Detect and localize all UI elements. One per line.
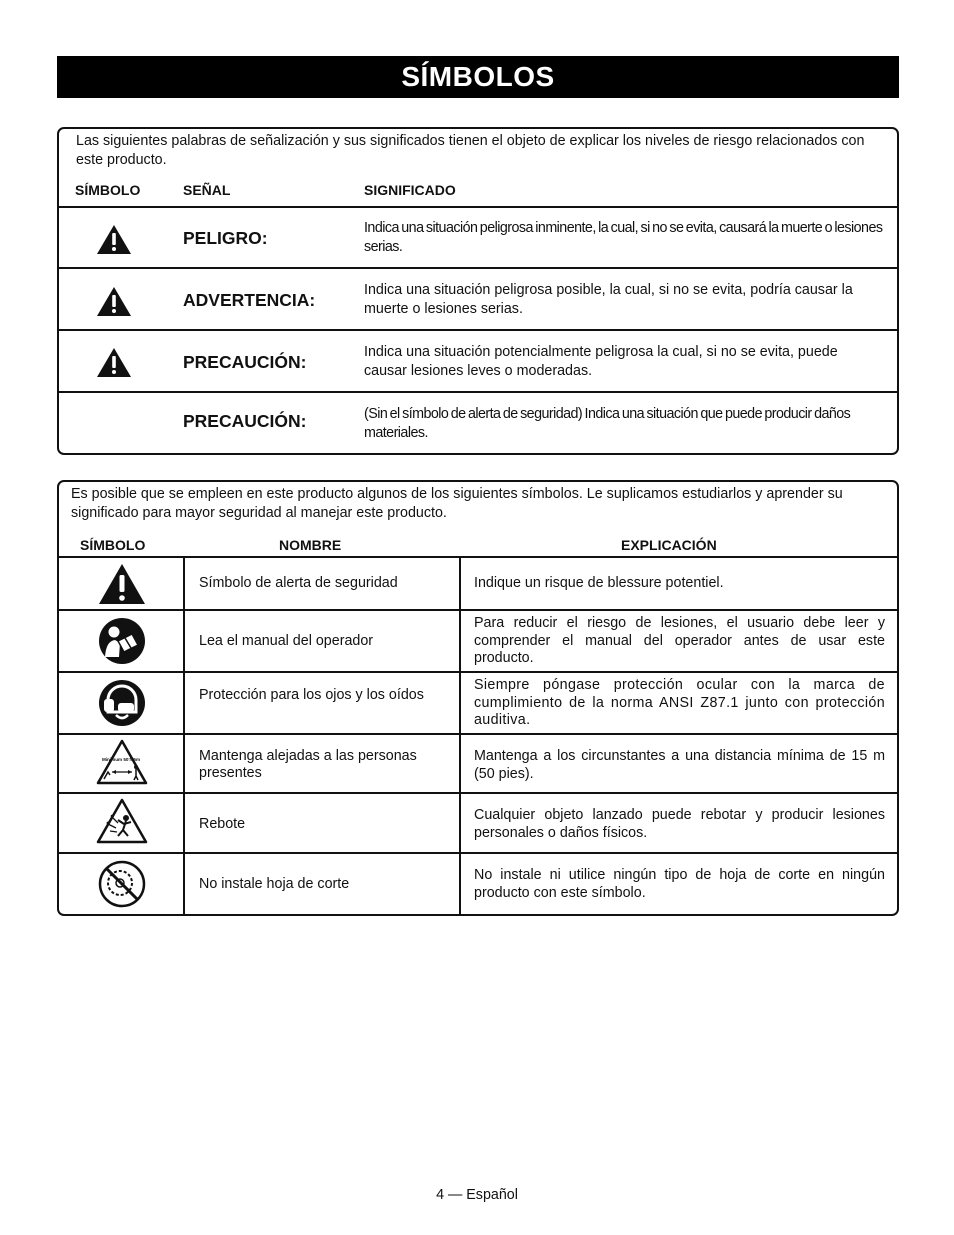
signal-word: ADVERTENCIA: xyxy=(183,290,316,310)
symbol-explanation: No instale ni utilice ningún tipo de hoja de corte en ningún producto con este símbolo. xyxy=(474,867,885,901)
divider xyxy=(59,267,897,269)
divider xyxy=(59,671,897,673)
divider xyxy=(59,609,897,611)
symbol-explanation: Cualquier objeto lanzado puede rebotar y producir lesiones personales o daños físicos. xyxy=(474,807,885,841)
header-symbol: SÍMBOLO xyxy=(80,537,146,553)
safety-alert-icon xyxy=(98,563,146,605)
signal-table-intro: Las siguientes palabras de señalización y sus significados tienen el objeto de explicar los niveles de riesgo relacionados con este producto. xyxy=(76,133,865,168)
symbol-name: Símbolo de alerta de seguridad xyxy=(199,575,398,591)
warning-triangle-icon xyxy=(96,347,132,378)
symbol-explanation: Siempre póngase protección ocular con la marca de cumplimiento de la norma ANSI Z87.1 junto con protección auditiva. xyxy=(474,677,885,728)
divider xyxy=(59,206,897,208)
header-explanation: EXPLICACIÓN xyxy=(621,537,717,553)
divider xyxy=(59,792,897,794)
symbol-name: Rebote xyxy=(199,816,246,832)
page-title: SÍMBOLOS xyxy=(57,56,899,98)
signal-meaning: Indica una situación peligrosa inminente, la cual, si no se evita, causará la muerte o lesiones serias. xyxy=(364,220,883,255)
signal-meaning: Indica una situación peligrosa posible, la cual, si no se evita, podría causar la muerte o lesiones serias. xyxy=(364,282,853,317)
header-signal: SEÑAL xyxy=(183,182,231,198)
symbols-table xyxy=(57,480,899,916)
symbol-name: Mantenga alejadas a las personas presentes xyxy=(199,748,417,781)
divider xyxy=(59,733,897,735)
read-manual-icon xyxy=(98,617,146,665)
signal-word: PELIGRO: xyxy=(183,228,268,248)
symbols-table-intro: Es posible que se empleen en este producto algunos de los siguientes símbolos. Le suplicamos estudiarlos y aprender su significado para mayor seguridad al manejar este producto. xyxy=(71,486,843,521)
symbol-explanation: Indique un risque de blessure potentiel. xyxy=(474,575,724,591)
keep-bystanders-away-icon xyxy=(96,739,148,785)
signal-meaning: (Sin el símbolo de alerta de seguridad) Indica una situación que puede producir daños materiales. xyxy=(364,406,851,441)
symbol-name: Protección para los ojos y los oídos xyxy=(199,687,424,703)
signal-word: PRECAUCIÓN: xyxy=(183,411,307,431)
signal-word: PRECAUCIÓN: xyxy=(183,352,307,372)
bystander-distance-label: Minimum 50'/15m xyxy=(101,757,141,762)
warning-triangle-icon xyxy=(96,286,132,317)
symbol-name: Lea el manual del operador xyxy=(199,633,374,649)
header-name: NOMBRE xyxy=(279,537,342,553)
eye-ear-protection-icon xyxy=(98,679,146,727)
page-footer: 4 — Español xyxy=(436,1187,518,1203)
symbol-name: No instale hoja de corte xyxy=(199,876,350,892)
no-blade-icon xyxy=(97,859,147,909)
divider xyxy=(59,329,897,331)
signal-word-table xyxy=(57,127,899,455)
symbol-explanation: Mantenga a los circunstantes a una distancia mínima de 15 m (50 pies). xyxy=(474,748,885,782)
signal-meaning: Indica una situación potencialmente peligrosa la cual, si no se evita, puede causar lesiones leves o moderadas. xyxy=(364,344,838,379)
header-meaning: SIGNIFICADO xyxy=(364,182,456,198)
symbol-explanation: Para reducir el riesgo de lesiones, el usuario debe leer y comprender el manual del operador antes de usar este producto. xyxy=(474,615,885,666)
divider xyxy=(59,391,897,393)
warning-triangle-icon xyxy=(96,224,132,255)
header-symbol: SÍMBOLO xyxy=(75,182,141,198)
divider xyxy=(59,852,897,854)
ricochet-icon xyxy=(96,798,148,844)
